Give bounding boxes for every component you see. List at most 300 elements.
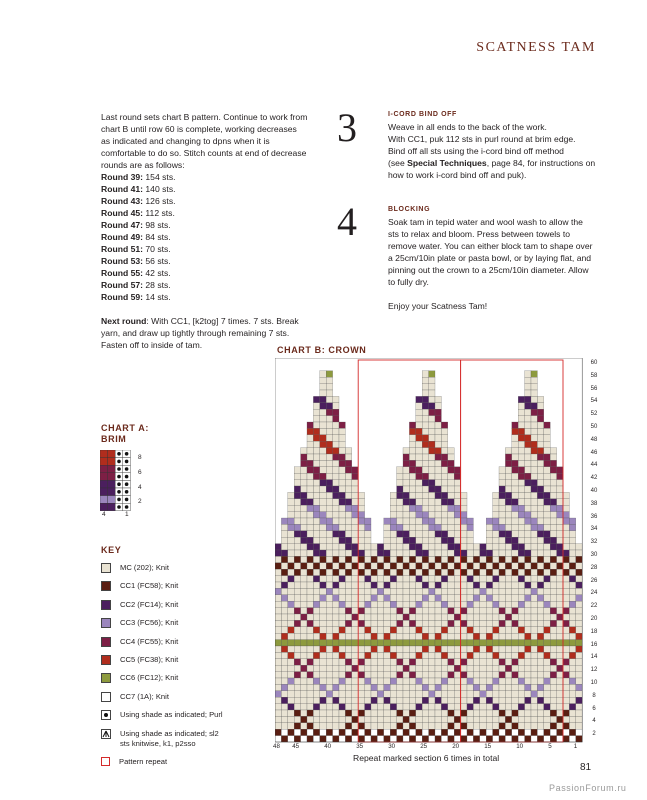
chart-cell xyxy=(435,582,441,588)
chart-cell xyxy=(409,492,415,498)
chart-cell xyxy=(326,569,332,575)
chart-cell xyxy=(294,537,300,543)
chart-cell xyxy=(377,633,383,639)
chart-cell xyxy=(384,595,390,601)
chart-cell xyxy=(339,576,345,582)
chart-cell xyxy=(275,684,281,690)
chart-cell xyxy=(429,403,435,409)
chart-cell xyxy=(576,576,582,582)
chart-cell xyxy=(557,646,563,652)
chart-cell xyxy=(512,640,518,646)
chart-cell xyxy=(537,684,543,690)
key-item-label: CC2 (FC14); Knit xyxy=(120,599,179,609)
chart-cell xyxy=(518,723,524,729)
chart-cell xyxy=(390,691,396,697)
chart-cell xyxy=(518,512,524,518)
chart-cell xyxy=(301,499,307,505)
chart-cell xyxy=(557,608,563,614)
chart-cell xyxy=(294,480,300,486)
chart-cell xyxy=(403,588,409,594)
chart-cell xyxy=(307,627,313,633)
chart-cell xyxy=(416,448,422,454)
chart-cell xyxy=(576,716,582,722)
chart-cell xyxy=(390,537,396,543)
chart-cell xyxy=(512,467,518,473)
chart-cell xyxy=(358,492,364,498)
chart-cell xyxy=(467,659,473,665)
chart-cell xyxy=(557,678,563,684)
chart-cell xyxy=(333,627,339,633)
chart-cell xyxy=(288,537,294,543)
chart-cell xyxy=(537,441,543,447)
chart-cell xyxy=(403,672,409,678)
chart-cell xyxy=(403,454,409,460)
chart-cell xyxy=(307,556,313,562)
chart-cell xyxy=(313,576,319,582)
chart-cell xyxy=(390,524,396,530)
chart-cell xyxy=(345,704,351,710)
chart-cell xyxy=(505,704,511,710)
chart-cell xyxy=(307,691,313,697)
chart-cell xyxy=(550,614,556,620)
chart-cell xyxy=(499,601,505,607)
chart-cell xyxy=(326,403,332,409)
chart-cell xyxy=(422,435,428,441)
chart-cell xyxy=(409,601,415,607)
chart-cell xyxy=(294,672,300,678)
chart-cell xyxy=(339,467,345,473)
chart-cell xyxy=(486,665,492,671)
chart-cell xyxy=(333,409,339,415)
chart-cell xyxy=(518,595,524,601)
chart-cell xyxy=(435,499,441,505)
chart-b-col-label: 15 xyxy=(484,743,492,750)
chart-cell xyxy=(563,544,569,550)
chart-cell xyxy=(409,435,415,441)
chart-cell xyxy=(390,652,396,658)
chart-cell xyxy=(294,729,300,735)
chart-cell xyxy=(557,505,563,511)
chart-cell xyxy=(493,518,499,524)
chart-cell xyxy=(435,454,441,460)
chart-cell xyxy=(461,569,467,575)
chart-cell xyxy=(345,684,351,690)
chart-cell xyxy=(301,505,307,511)
chart-cell xyxy=(531,595,537,601)
purl-dot xyxy=(125,467,129,471)
chart-cell xyxy=(544,614,550,620)
chart-cell xyxy=(441,550,447,556)
chart-cell xyxy=(486,723,492,729)
chart-cell xyxy=(416,608,422,614)
chart-cell xyxy=(569,665,575,671)
chart-cell xyxy=(403,492,409,498)
chart-cell xyxy=(550,454,556,460)
chart-cell xyxy=(480,665,486,671)
chart-cell xyxy=(557,467,563,473)
chart-cell xyxy=(301,608,307,614)
chart-b-row-label: 36 xyxy=(590,513,598,520)
chart-cell xyxy=(531,704,537,710)
chart-cell xyxy=(531,403,537,409)
chart-cell xyxy=(505,486,511,492)
chart-cell xyxy=(288,710,294,716)
chart-cell xyxy=(352,473,358,479)
chart-cell xyxy=(294,588,300,594)
chart-cell xyxy=(345,646,351,652)
chart-cell xyxy=(416,416,422,422)
chart-cell xyxy=(569,691,575,697)
chart-cell xyxy=(454,518,460,524)
chart-cell xyxy=(320,544,326,550)
chart-cell xyxy=(371,633,377,639)
chart-cell xyxy=(537,608,543,614)
chart-cell xyxy=(352,684,358,690)
chart-cell xyxy=(352,518,358,524)
chart-cell xyxy=(301,736,307,742)
chart-b-row-label: 32 xyxy=(590,539,598,546)
chart-cell xyxy=(550,652,556,658)
chart-cell xyxy=(326,672,332,678)
chart-cell xyxy=(384,556,390,562)
chart-cell xyxy=(416,550,422,556)
chart-cell xyxy=(339,716,345,722)
chart-cell xyxy=(320,409,326,415)
chart-cell xyxy=(288,646,294,652)
chart-cell xyxy=(294,601,300,607)
chart-cell xyxy=(358,640,364,646)
chart-cell xyxy=(313,614,319,620)
chart-cell xyxy=(384,729,390,735)
key-item-decrease xyxy=(101,729,271,749)
chart-cell xyxy=(512,486,518,492)
chart-cell xyxy=(422,390,428,396)
chart-cell xyxy=(473,640,479,646)
chart-cell xyxy=(397,704,403,710)
chart-cell xyxy=(409,512,415,518)
chart-cell xyxy=(550,684,556,690)
purl-dot xyxy=(117,452,121,456)
chart-cell xyxy=(557,710,563,716)
chart-cell xyxy=(473,544,479,550)
chart-cell xyxy=(493,544,499,550)
chart-cell xyxy=(333,563,339,569)
chart-cell xyxy=(550,544,556,550)
round-stitch-count: 70 sts. xyxy=(145,244,171,254)
chart-cell xyxy=(525,723,531,729)
chart-cell xyxy=(409,736,415,742)
chart-cell xyxy=(563,608,569,614)
chart-cell xyxy=(416,569,422,575)
chart-cell xyxy=(429,659,435,665)
chart-cell xyxy=(377,716,383,722)
chart-cell xyxy=(518,582,524,588)
key-item xyxy=(101,581,271,591)
chart-cell xyxy=(358,550,364,556)
chart-cell xyxy=(365,678,371,684)
step-4-closing: Enjoy your Scatness Tam! xyxy=(388,301,488,311)
page-number: 81 xyxy=(580,762,592,773)
chart-cell xyxy=(301,480,307,486)
chart-cell xyxy=(505,531,511,537)
chart-cell xyxy=(537,556,543,562)
chart-cell xyxy=(294,620,300,626)
chart-cell xyxy=(435,627,441,633)
chart-cell xyxy=(531,371,537,377)
watermark: PassionForum.ru xyxy=(549,783,627,793)
chart-a-row-label: 8 xyxy=(138,454,142,461)
chart-cell xyxy=(512,608,518,614)
chart-cell xyxy=(493,531,499,537)
chart-cell xyxy=(384,588,390,594)
chart-cell xyxy=(448,736,454,742)
chart-cell xyxy=(518,729,524,735)
chart-cell xyxy=(486,614,492,620)
chart-cell xyxy=(544,454,550,460)
chart-cell xyxy=(429,499,435,505)
chart-cell xyxy=(397,524,403,530)
chart-cell xyxy=(448,627,454,633)
chart-cell xyxy=(326,704,332,710)
chart-cell xyxy=(339,665,345,671)
chart-cell xyxy=(307,704,313,710)
chart-cell xyxy=(461,716,467,722)
chart-cell xyxy=(307,684,313,690)
chart-cell xyxy=(333,595,339,601)
chart-cell xyxy=(518,569,524,575)
chart-cell xyxy=(435,710,441,716)
chart-cell xyxy=(416,537,422,543)
chart-cell xyxy=(307,736,313,742)
chart-cell xyxy=(467,544,473,550)
chart-cell xyxy=(493,608,499,614)
chart-cell xyxy=(467,678,473,684)
chart-cell xyxy=(320,505,326,511)
chart-cell xyxy=(422,377,428,383)
round-label: Round 53: xyxy=(101,256,144,266)
chart-cell xyxy=(563,524,569,530)
chart-cell xyxy=(397,582,403,588)
chart-cell xyxy=(480,684,486,690)
chart-b-col-label: 1 xyxy=(573,743,578,750)
chart-cell xyxy=(416,710,422,716)
chart-cell xyxy=(288,518,294,524)
chart-cell xyxy=(550,633,556,639)
chart-cell xyxy=(557,512,563,518)
chart-cell xyxy=(461,640,467,646)
chart-cell xyxy=(499,588,505,594)
chart-cell xyxy=(377,614,383,620)
chart-cell xyxy=(537,601,543,607)
chart-cell xyxy=(307,710,313,716)
chart-cell xyxy=(525,384,531,390)
chart-cell xyxy=(333,672,339,678)
chart-cell xyxy=(281,729,287,735)
step-4-text: Soak tam in tepid water and wool wash to allow the sts to relax and bloom. Press between towels to remove water. You can either block tam to shape over a 25cm/10in plate or pasta bowl, or by laying flat, and pinning out the crown to a 25cm/10in diameter. Allow to fully dry. xyxy=(388,217,593,287)
chart-cell xyxy=(461,518,467,524)
chart-cell xyxy=(301,448,307,454)
key-item xyxy=(101,673,271,683)
chart-cell xyxy=(448,460,454,466)
chart-cell xyxy=(345,576,351,582)
chart-cell xyxy=(416,582,422,588)
chart-cell xyxy=(339,659,345,665)
chart-cell xyxy=(339,691,345,697)
chart-cell xyxy=(473,736,479,742)
chart-cell xyxy=(525,473,531,479)
chart-cell xyxy=(531,620,537,626)
chart-cell xyxy=(409,620,415,626)
chart-cell xyxy=(493,729,499,735)
chart-cell xyxy=(429,524,435,530)
chart-cell xyxy=(499,684,505,690)
chart-cell xyxy=(288,620,294,626)
chart-cell xyxy=(288,563,294,569)
chart-cell xyxy=(397,499,403,505)
chart-cell xyxy=(384,569,390,575)
chart-cell xyxy=(557,684,563,690)
ref-post: , page 84, for instructions on how to work i-cord bind off and puk). xyxy=(388,158,596,180)
chart-cell xyxy=(288,576,294,582)
chart-cell xyxy=(429,723,435,729)
chart-cell xyxy=(429,486,435,492)
chart-cell xyxy=(281,684,287,690)
chart-cell xyxy=(307,473,313,479)
chart-cell xyxy=(467,601,473,607)
chart-cell xyxy=(352,652,358,658)
chart-cell xyxy=(288,569,294,575)
chart-cell xyxy=(435,435,441,441)
chart-cell xyxy=(525,448,531,454)
chart-cell xyxy=(493,627,499,633)
chart-cell xyxy=(480,729,486,735)
chart-cell xyxy=(403,646,409,652)
chart-cell xyxy=(461,582,467,588)
chart-cell xyxy=(320,403,326,409)
chart-b-col-label: 20 xyxy=(452,743,460,750)
chart-cell xyxy=(505,665,511,671)
chart-cell xyxy=(409,582,415,588)
chart-cell xyxy=(518,467,524,473)
key-decrease-label-2: sts knitwise, k1, p2sso xyxy=(120,738,196,748)
chart-cell xyxy=(365,633,371,639)
chart-cell xyxy=(537,550,543,556)
chart-cell xyxy=(275,659,281,665)
chart-cell xyxy=(441,582,447,588)
chart-cell xyxy=(505,684,511,690)
chart-cell xyxy=(358,678,364,684)
chart-cell xyxy=(358,569,364,575)
chart-cell xyxy=(448,684,454,690)
chart-cell xyxy=(358,588,364,594)
chart-cell xyxy=(371,646,377,652)
chart-cell xyxy=(339,582,345,588)
chart-cell xyxy=(512,736,518,742)
chart-cell xyxy=(550,563,556,569)
chart-cell xyxy=(377,582,383,588)
chart-cell xyxy=(371,672,377,678)
chart-cell xyxy=(422,473,428,479)
chart-cell xyxy=(281,659,287,665)
chart-cell xyxy=(518,678,524,684)
chart-cell xyxy=(409,454,415,460)
chart-cell xyxy=(429,544,435,550)
chart-cell xyxy=(557,518,563,524)
chart-cell xyxy=(313,448,319,454)
chart-cell xyxy=(416,454,422,460)
chart-cell xyxy=(307,576,313,582)
chart-cell xyxy=(448,524,454,530)
chart-cell xyxy=(365,569,371,575)
chart-cell xyxy=(569,524,575,530)
chart-cell xyxy=(288,544,294,550)
chart-cell xyxy=(454,531,460,537)
chart-cell xyxy=(339,505,345,511)
chart-cell xyxy=(576,620,582,626)
chart-cell xyxy=(416,601,422,607)
chart-cell xyxy=(544,582,550,588)
chart-cell xyxy=(358,736,364,742)
chart-cell xyxy=(416,736,422,742)
chart-cell xyxy=(531,377,537,383)
chart-cell xyxy=(326,499,332,505)
chart-cell xyxy=(333,556,339,562)
chart-cell xyxy=(339,518,345,524)
chart-cell xyxy=(525,576,531,582)
chart-cell xyxy=(454,729,460,735)
chart-cell xyxy=(480,563,486,569)
chart-cell xyxy=(301,550,307,556)
chart-cell xyxy=(403,723,409,729)
chart-cell xyxy=(435,537,441,543)
chart-cell xyxy=(313,492,319,498)
chart-cell xyxy=(550,691,556,697)
chart-cell xyxy=(493,697,499,703)
chart-cell xyxy=(307,640,313,646)
chart-cell xyxy=(448,640,454,646)
chart-cell xyxy=(313,441,319,447)
chart-cell xyxy=(384,665,390,671)
chart-cell xyxy=(403,480,409,486)
chart-cell xyxy=(569,550,575,556)
chart-cell xyxy=(499,499,505,505)
chart-cell xyxy=(339,486,345,492)
chart-cell xyxy=(307,518,313,524)
chart-cell xyxy=(326,659,332,665)
chart-a-row-label: 6 xyxy=(138,468,142,476)
chart-cell xyxy=(390,620,396,626)
chart-cell xyxy=(435,550,441,556)
chart-b-row-label: 26 xyxy=(590,577,598,584)
chart-cell xyxy=(390,576,396,582)
chart-cell xyxy=(512,492,518,498)
chart-cell xyxy=(512,556,518,562)
chart-cell xyxy=(486,531,492,537)
chart-cell xyxy=(409,428,415,434)
chart-cell xyxy=(473,684,479,690)
chart-cell xyxy=(352,614,358,620)
chart-cell xyxy=(352,627,358,633)
chart-cell xyxy=(390,582,396,588)
chart-cell xyxy=(557,633,563,639)
chart-cell xyxy=(416,729,422,735)
chart-cell xyxy=(345,588,351,594)
chart-cell xyxy=(518,684,524,690)
chart-cell xyxy=(544,486,550,492)
chart-cell xyxy=(320,672,326,678)
chart-cell xyxy=(563,627,569,633)
key-item-label: CC7 (1A); Knit xyxy=(120,691,169,701)
